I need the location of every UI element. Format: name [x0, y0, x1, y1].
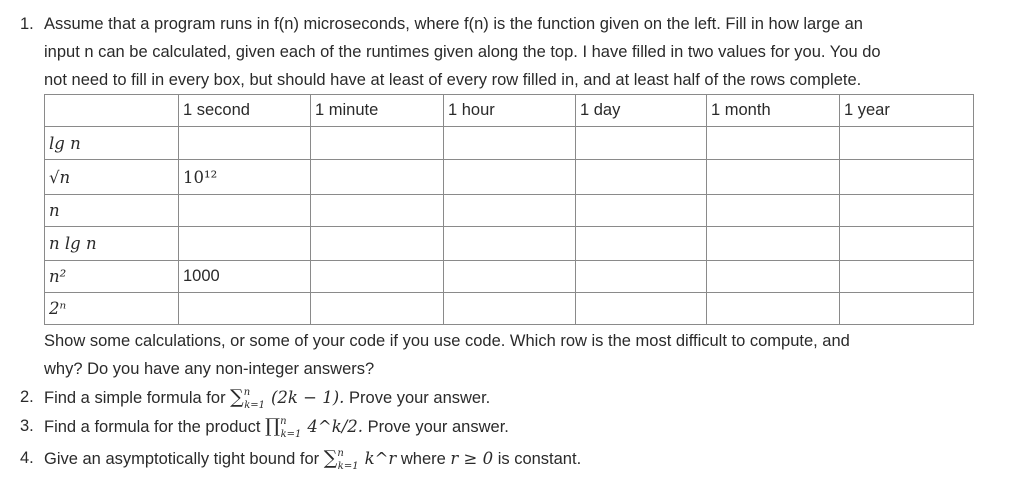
- q1-number: 1.: [20, 15, 34, 33]
- row-label-2-to-n: 2ⁿ: [45, 293, 179, 325]
- product-symbol: ∏: [265, 415, 281, 437]
- row-label-sqrt-n: √n: [45, 160, 179, 195]
- q4-condition: r ≥ 0: [450, 449, 494, 468]
- answer-cell[interactable]: [707, 227, 840, 261]
- row-label-n-lg-n: n lg n: [45, 227, 179, 261]
- q3-expression: 4^k/2.: [307, 417, 364, 436]
- row-label-lg-n: lg n: [45, 127, 179, 160]
- answer-cell[interactable]: [179, 293, 311, 325]
- q1-line-2: input n can be calculated, given each of the runtimes given along the top. I have filled in two values for you. You do: [44, 43, 881, 61]
- q3-number: 3.: [20, 417, 34, 435]
- summation-symbol: ∑: [323, 447, 338, 469]
- q3-prefix: Find a formula for the product: [44, 418, 266, 436]
- answer-cell[interactable]: [179, 195, 311, 227]
- runtime-table: [44, 94, 974, 325]
- answer-cell[interactable]: [576, 127, 707, 160]
- q1-followup-2: why? Do you have any non-integer answers?: [44, 360, 375, 378]
- answer-cell[interactable]: [840, 127, 974, 160]
- q3-text: [44, 416, 509, 440]
- product-lower-limit: k=1: [280, 429, 302, 440]
- answer-cell[interactable]: [444, 261, 576, 293]
- answer-cell[interactable]: [707, 127, 840, 160]
- q2-prefix: Find a simple formula for: [44, 389, 231, 407]
- q4-middle: where: [396, 450, 451, 468]
- answer-cell-sqrt-1-second[interactable]: 10¹²: [179, 160, 311, 195]
- answer-cell[interactable]: [707, 160, 840, 195]
- answer-cell[interactable]: [179, 127, 311, 160]
- answer-cell[interactable]: [444, 127, 576, 160]
- q1-followup-1: Show some calculations, or some of your code if you use code. Which row is the most difficult to compute, and: [44, 332, 850, 350]
- table-row: [45, 293, 974, 325]
- sum-upper-limit: n: [337, 448, 344, 459]
- answer-cell[interactable]: [576, 261, 707, 293]
- q2-text: [44, 387, 490, 411]
- answer-cell[interactable]: [444, 195, 576, 227]
- answer-cell[interactable]: [311, 160, 444, 195]
- sum-lower-limit: k=1: [244, 400, 265, 411]
- answer-cell[interactable]: [840, 227, 974, 261]
- header-corner-cell: [45, 95, 179, 127]
- answer-cell[interactable]: [311, 227, 444, 261]
- answer-cell[interactable]: [311, 195, 444, 227]
- q4-suffix: is constant.: [493, 450, 582, 468]
- header-1-second: 1 second: [179, 95, 311, 127]
- table-row: [45, 261, 974, 293]
- header-1-month: 1 month: [707, 95, 840, 127]
- header-1-day: 1 day: [576, 95, 707, 127]
- q1-line-3: not need to fill in every box, but should have at least of every row filled in, and at least half of the rows complete.: [44, 71, 862, 89]
- sum-lower-limit: k=1: [337, 461, 359, 472]
- q4-number: 4.: [20, 449, 34, 467]
- answer-cell[interactable]: [840, 195, 974, 227]
- q2-suffix: Prove your answer.: [344, 389, 491, 407]
- table-row: [45, 195, 974, 227]
- summation-symbol: ∑: [230, 386, 244, 408]
- q4-prefix: Give an asymptotically tight bound for: [44, 450, 324, 468]
- table-row: [45, 127, 974, 160]
- answer-cell[interactable]: [840, 160, 974, 195]
- table-header-row: [45, 95, 974, 127]
- row-label-n-squared: n²: [45, 261, 179, 293]
- q1-line-1: Assume that a program runs in f(n) microseconds, where f(n) is the function given on the left. Fill in how large an: [44, 15, 863, 33]
- answer-cell[interactable]: [576, 195, 707, 227]
- answer-cell[interactable]: [707, 261, 840, 293]
- q4-text: [44, 448, 581, 472]
- header-1-year: 1 year: [840, 95, 974, 127]
- table-row: [45, 160, 974, 195]
- q3-suffix: Prove your answer.: [363, 418, 509, 436]
- answer-cell[interactable]: [707, 195, 840, 227]
- product-upper-limit: n: [280, 416, 287, 427]
- answer-cell[interactable]: [179, 227, 311, 261]
- answer-cell[interactable]: [576, 293, 707, 325]
- sum-upper-limit: n: [243, 387, 251, 398]
- answer-cell[interactable]: [311, 293, 444, 325]
- q2-number: 2.: [20, 388, 34, 406]
- header-1-minute: 1 minute: [311, 95, 444, 127]
- header-1-hour: 1 hour: [444, 95, 576, 127]
- answer-cell-nsq-1-second[interactable]: 1000: [179, 261, 311, 293]
- table-row: [45, 227, 974, 261]
- answer-cell[interactable]: [576, 160, 707, 195]
- answer-cell[interactable]: [444, 227, 576, 261]
- q4-expression: k^r: [364, 449, 397, 468]
- answer-cell[interactable]: [444, 160, 576, 195]
- answer-cell[interactable]: [840, 293, 974, 325]
- answer-cell[interactable]: [707, 293, 840, 325]
- answer-cell[interactable]: [444, 293, 576, 325]
- answer-cell[interactable]: [840, 261, 974, 293]
- answer-cell[interactable]: [311, 261, 444, 293]
- answer-cell[interactable]: [311, 127, 444, 160]
- q2-expression: (2k − 1).: [271, 388, 345, 407]
- row-label-n: n: [45, 195, 179, 227]
- answer-cell[interactable]: [576, 227, 707, 261]
